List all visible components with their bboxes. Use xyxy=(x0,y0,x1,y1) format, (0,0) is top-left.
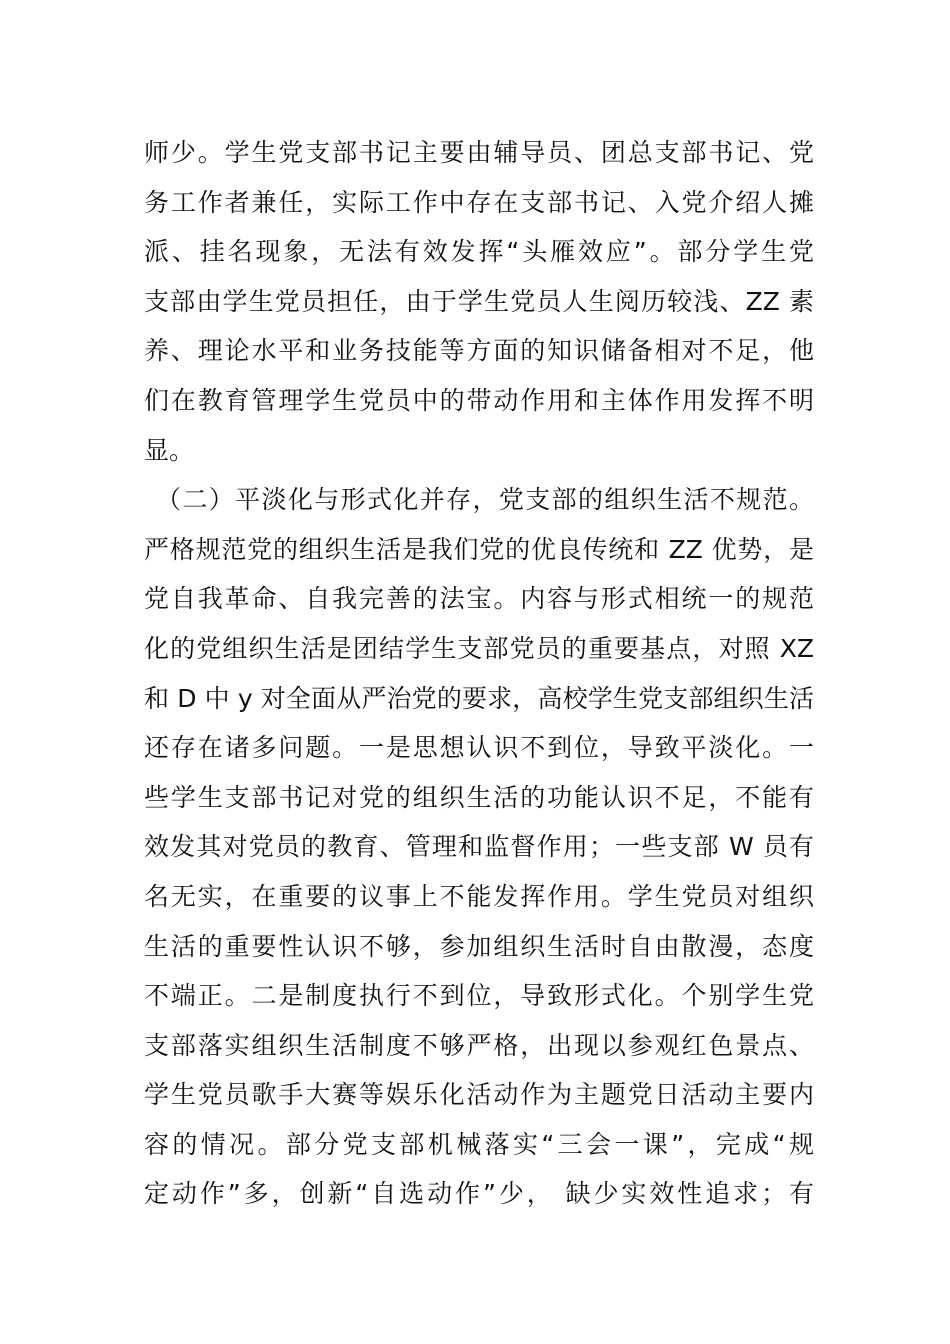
text-line: 不端正。二是制度执行不到位，导致形式化。个别学生党 xyxy=(144,981,814,1011)
document-body xyxy=(144,128,814,1219)
text-line: 支部由学生党员担任，由于学生党员人生阅历较浅、ZZ 素 xyxy=(144,286,814,316)
text-line: 效发其对党员的教育、管理和监督作用；一些支部 W 员有 xyxy=(144,832,814,862)
text-line: 党自我革命、自我完善的法宝。内容与形式相统一的规范 xyxy=(144,584,814,614)
text-line: 化的党组织生活是团结学生支部党员的重要基点，对照 XZ xyxy=(144,633,814,663)
text-line: 和 D 中 y 对全面从严治党的要求，高校学生党支部组织生活 xyxy=(144,683,814,713)
text-line: 们在教育管理学生党员中的带动作用和主体作用发挥不明 xyxy=(144,385,814,415)
text-line: 名无实，在重要的议事上不能发挥作用。学生党员对组织 xyxy=(144,881,814,911)
text-line: 派、挂名现象，无法有效发挥“头雁效应”。部分学生党 xyxy=(144,237,814,267)
text-line: 显。 xyxy=(144,435,195,465)
text-line: 生活的重要性认识不够，参加组织生活时自由散漫，态度 xyxy=(144,931,814,961)
text-line: 务工作者兼任，实际工作中存在支部书记、入党介绍人摊 xyxy=(144,187,814,217)
section-heading: （二）平淡化与形式化并存，党支部的组织生活不规范。 xyxy=(156,485,814,515)
text-line: 学生党员歌手大赛等娱乐化活动作为主题党日活动主要内 xyxy=(144,1080,814,1110)
text-line: 容的情况。部分党支部机械落实“三会一课”，完成“规 xyxy=(144,1129,814,1159)
text-line: 些学生支部书记对党的组织生活的功能认识不足，不能有 xyxy=(144,782,814,812)
text-line: 支部落实组织生活制度不够严格，出现以参观红色景点、 xyxy=(144,1030,814,1060)
text-line: 养、理论水平和业务技能等方面的知识储备相对不足，他 xyxy=(144,336,814,366)
text-line: 还存在诸多问题。一是思想认识不到位，导致平淡化。一 xyxy=(144,733,814,763)
text-line: 定动作”多，创新“自选动作”少， 缺少实效性追求；有 xyxy=(144,1179,814,1209)
text-line: 师少。学生党支部书记主要由辅导员、团总支部书记、党 xyxy=(144,138,814,167)
text-line: 严格规范党的组织生活是我们党的优良传统和 ZZ 优势，是 xyxy=(144,534,814,564)
